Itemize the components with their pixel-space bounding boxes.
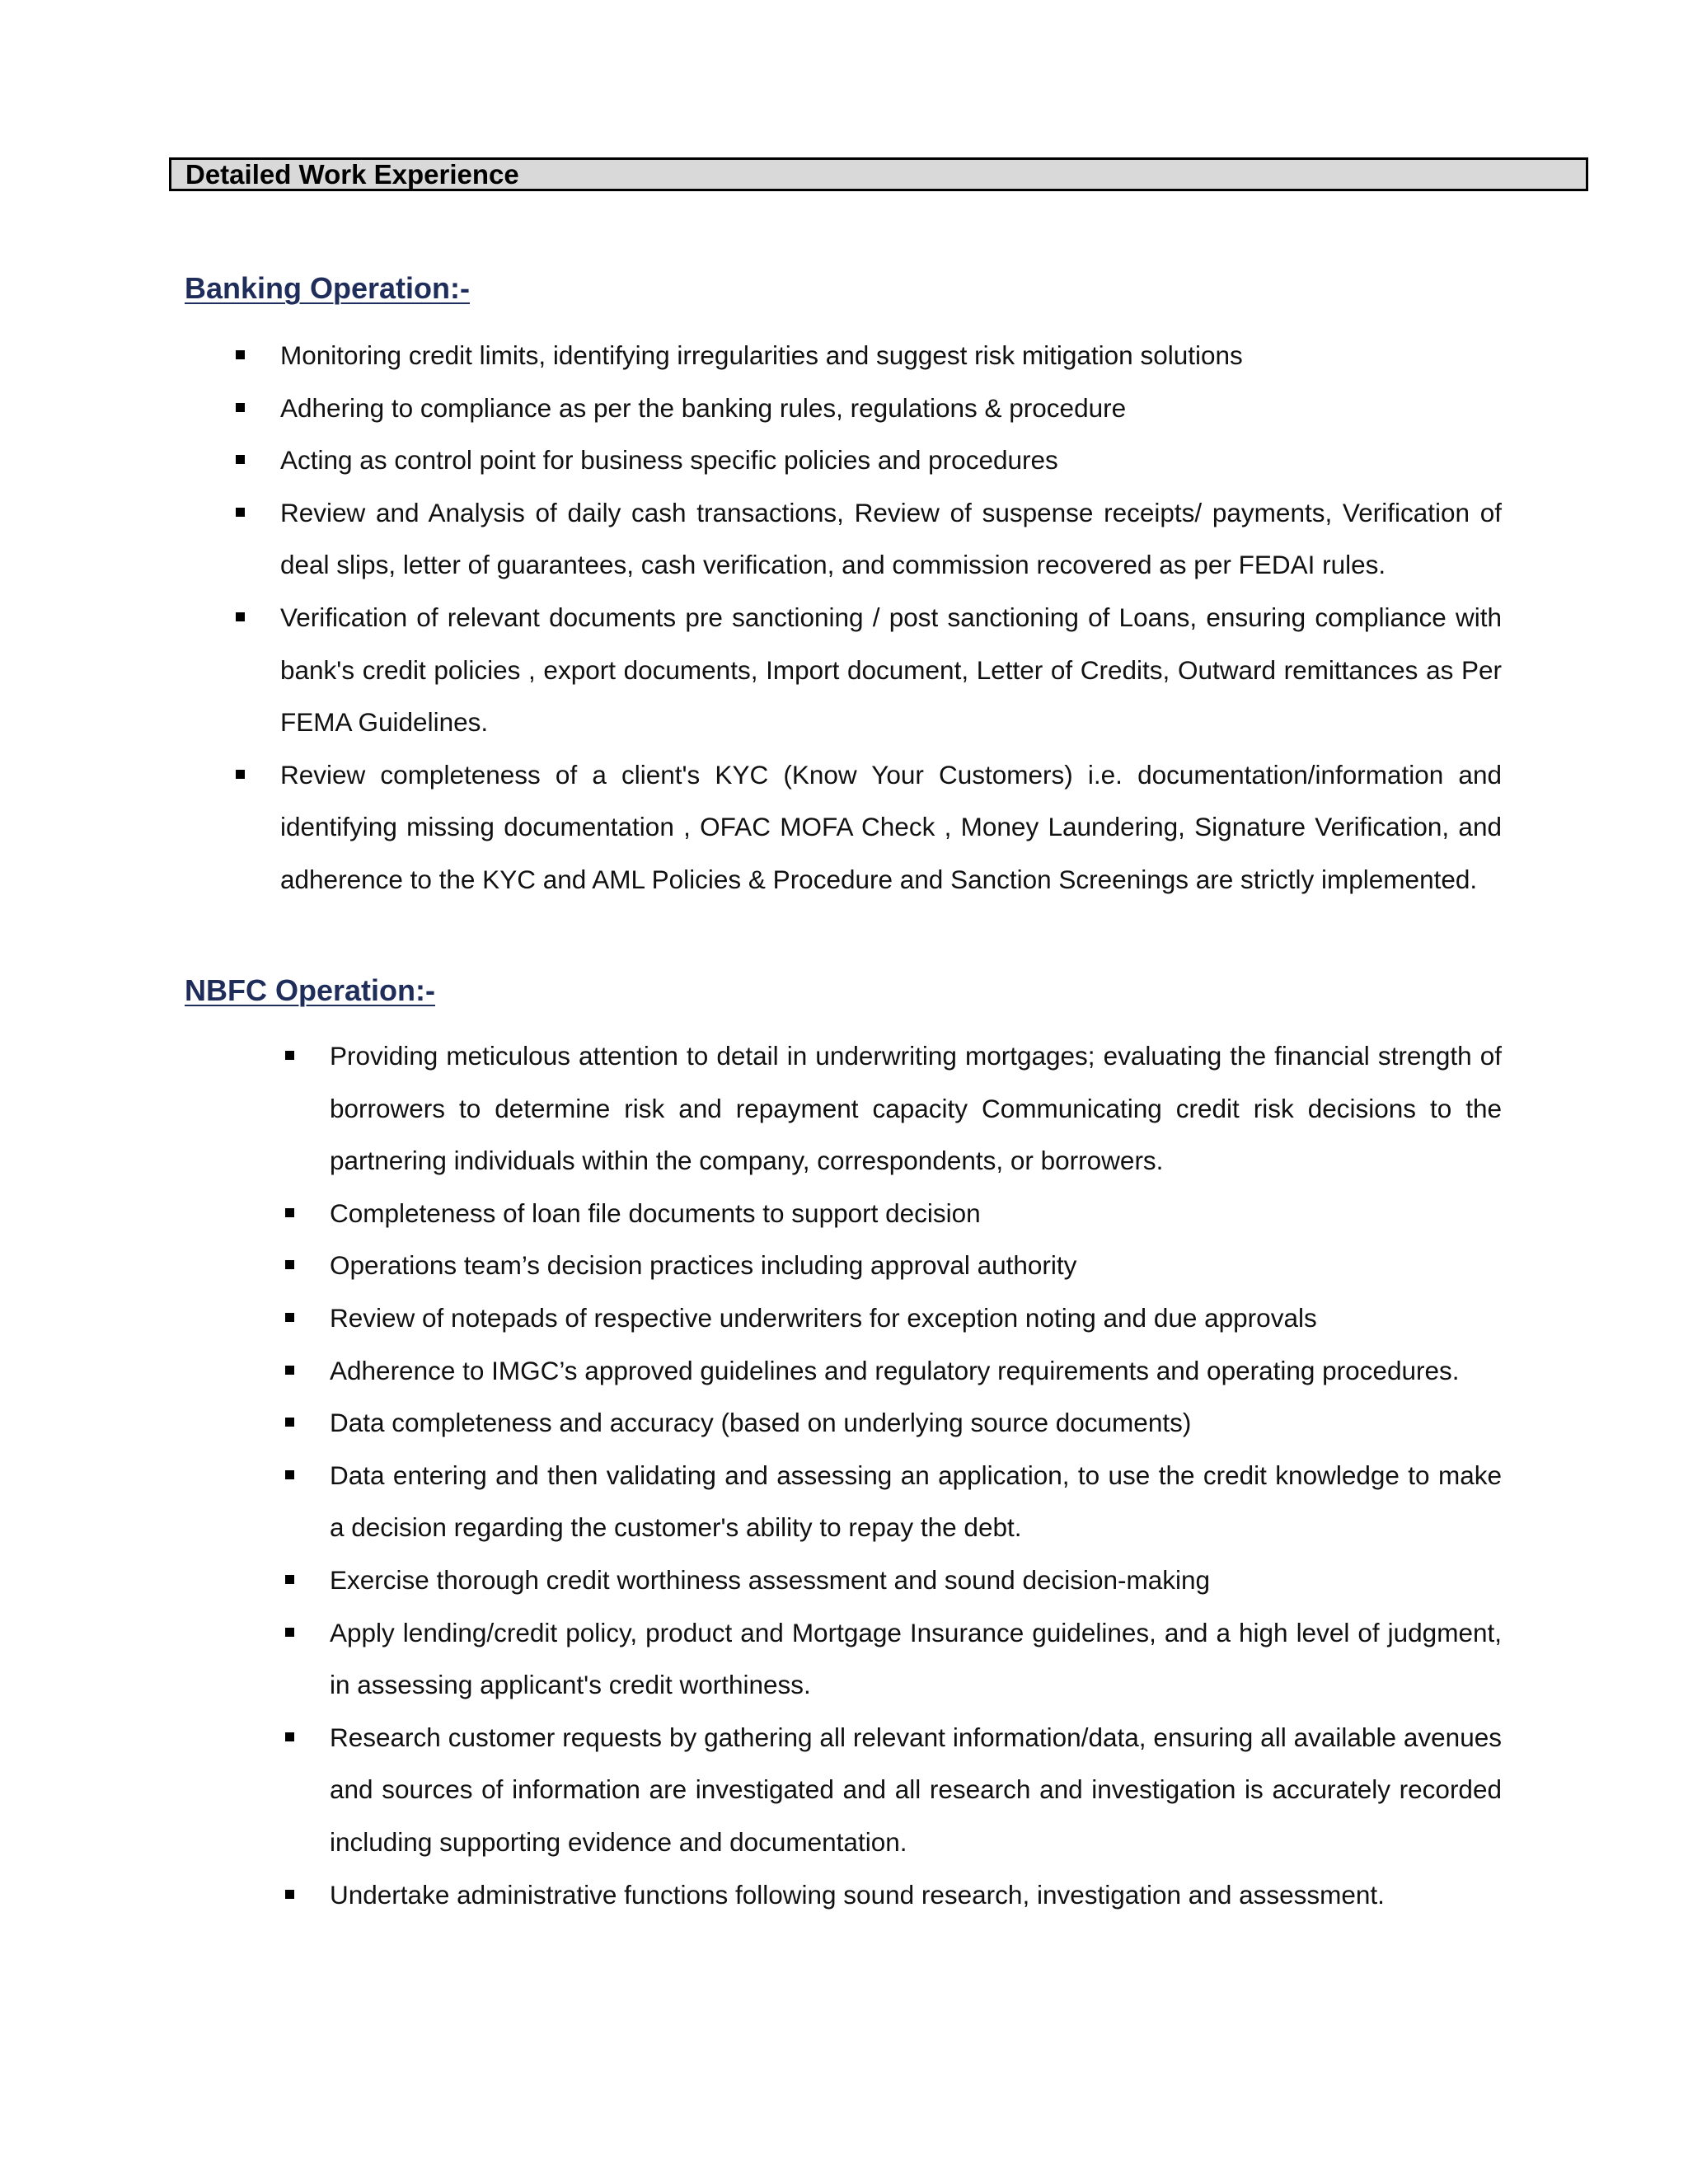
list-item-text: Adhering to compliance as per the banking rules, regulations & procedure	[280, 392, 1127, 423]
list-item-text: Verification of relevant documents pre sanctioning / post sanctioning of Loans, ensuring compliance with bank's credit policies , export documents, Import document, Letter of Credits, Outward remittances as Per FEMA Guidelines.	[280, 602, 1502, 738]
list-item-text: Review and Analysis of daily cash transactions, Review of suspense receipts/ payments, Verification of deal slips, letter of guarantees, cash verification, and commission recovered as per FEDAI rules.	[280, 497, 1502, 580]
list-item	[330, 1712, 1502, 1869]
square-bullet-icon	[236, 508, 245, 517]
list-item-text: Exercise thorough credit worthiness assessment and sound decision-making	[330, 1564, 1211, 1595]
square-bullet-icon	[236, 770, 245, 779]
list-item	[330, 1030, 1502, 1188]
list-item	[330, 1397, 1502, 1450]
square-bullet-icon	[236, 350, 245, 359]
list-item-text: Providing meticulous attention to detail in underwriting mortgages; evaluating the financial strength of borrowers to determine risk and repayment capacity Communicating credit risk decisions to the partnering individuals within the company, correspondents, or borrowers.	[330, 1041, 1502, 1176]
list-item-text: Review of notepads of respective underwriters for exception noting and due approvals	[330, 1302, 1317, 1333]
square-bullet-icon	[285, 1732, 294, 1741]
square-bullet-icon	[285, 1208, 294, 1217]
list-item	[330, 1607, 1502, 1712]
list-item-text: Research customer requests by gathering all relevant information/data, ensuring all available avenues and sources of information are investigated and all research and investigation is accurately recorded including supporting evidence and documentation.	[330, 1722, 1502, 1857]
square-bullet-icon	[285, 1051, 294, 1060]
list-item	[280, 382, 1502, 435]
section-title-bar: Detailed Work Experience	[169, 157, 1588, 191]
list-item	[280, 434, 1502, 487]
list-item-text: Data entering and then validating and assessing an application, to use the credit knowledge to make a decision regarding the customer's ability to repay the debt.	[330, 1460, 1502, 1543]
list-item	[330, 1554, 1502, 1607]
square-bullet-icon	[236, 455, 245, 464]
list-item-text: Undertake administrative functions following sound research, investigation and assessment.	[330, 1879, 1385, 1910]
list-item-text: Completeness of loan file documents to support decision	[330, 1197, 981, 1228]
square-bullet-icon	[285, 1260, 294, 1269]
nbfc-operation-heading: NBFC Operation:-	[185, 973, 435, 1007]
square-bullet-icon	[285, 1628, 294, 1637]
list-item	[330, 1869, 1502, 1922]
list-item	[280, 330, 1502, 382]
nbfc-operation-list	[330, 1030, 1502, 1921]
list-item-text: Apply lending/credit policy, product and Mortgage Insurance guidelines, and a high level of judgment, in assessing applicant's credit worthiness.	[330, 1617, 1502, 1700]
list-item-text: Monitoring credit limits, identifying irregularities and suggest risk mitigation solutions	[280, 340, 1243, 370]
square-bullet-icon	[285, 1366, 294, 1375]
list-item	[330, 1345, 1502, 1398]
list-item	[280, 749, 1502, 907]
banking-operation-list	[280, 330, 1502, 907]
square-bullet-icon	[285, 1418, 294, 1427]
square-bullet-icon	[285, 1313, 294, 1322]
list-item-text: Data completeness and accuracy (based on underlying source documents)	[330, 1408, 1192, 1438]
list-item	[330, 1292, 1502, 1345]
list-item-text: Review completeness of a client's KYC (Know Your Customers) i.e. documentation/information and identifying missing documentation , OFAC MOFA Check , Money Laundering, Signature Verification, and adherence to the KYC and AML Policies & Procedure and Sanction Screenings are strictly implemented.	[280, 759, 1502, 894]
list-item-text: Acting as control point for business specific policies and procedures	[280, 445, 1058, 476]
square-bullet-icon	[285, 1470, 294, 1479]
list-item	[330, 1240, 1502, 1292]
square-bullet-icon	[236, 403, 245, 412]
list-item	[280, 487, 1502, 592]
banking-operation-heading: Banking Operation:-	[185, 271, 471, 305]
list-item	[280, 592, 1502, 749]
list-item	[330, 1450, 1502, 1554]
list-item-text: Adherence to IMGC’s approved guidelines and regulatory requirements and operating procedures.	[330, 1355, 1460, 1385]
square-bullet-icon	[285, 1575, 294, 1584]
square-bullet-icon	[236, 612, 245, 621]
square-bullet-icon	[285, 1890, 294, 1899]
list-item-text: Operations team’s decision practices including approval authority	[330, 1250, 1077, 1281]
list-item	[330, 1188, 1502, 1240]
